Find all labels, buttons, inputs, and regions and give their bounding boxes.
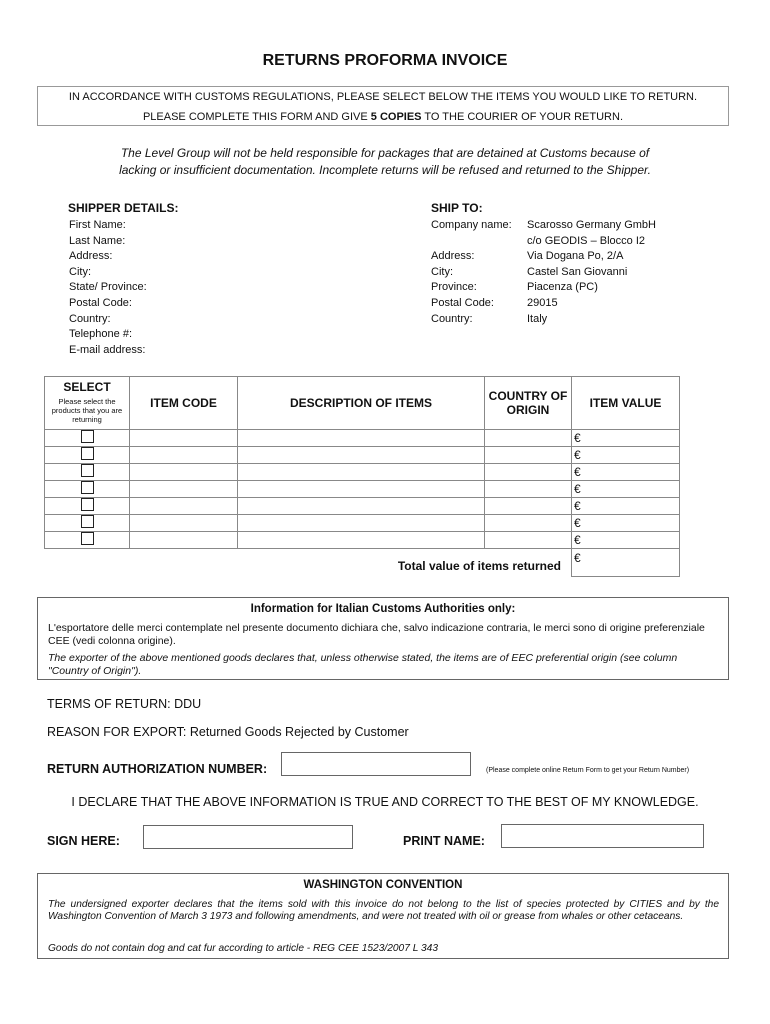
select-checkbox[interactable] [81,498,94,511]
country-header: COUNTRY OF ORIGIN [485,377,572,430]
print-name-field[interactable] [501,824,704,848]
shipper-heading: SHIPPER DETAILS: [68,201,179,215]
disclaimer-line-1: The Level Group will not be held responsible for packages that are detained at Customs because of [120,146,650,160]
ship-to-country: Italy [527,312,548,325]
shipper-telephone[interactable]: Telephone #: [69,328,132,341]
country-cell[interactable] [485,498,572,515]
select-header-hint: Please select the products that you are returning [51,397,123,424]
country-cell[interactable] [485,515,572,532]
select-cell [45,498,130,515]
ship-to-label: Province: [431,281,477,294]
notice-line-1: IN ACCORDANCE WITH CUSTOMS REGULATIONS, PLEASE SELECT BELOW THE ITEMS YOU WOULD LIKE TO RETURN. [68,91,698,103]
country-cell[interactable] [485,447,572,464]
washington-text: The undersigned exporter declares that the items sold with this invoice do not belong to the list of species protected by CITIES and by the Washington Convention of March 3 1973 and following amendments, and were not treated with oil or grease from whales or other cetaceans. [48,899,719,922]
item-code-cell[interactable] [130,515,238,532]
select-checkbox[interactable] [81,430,94,443]
total-label: Total value of items returned [397,558,561,573]
signature-field[interactable] [143,825,353,849]
ship-to-province: Piacenza (PC) [527,281,598,294]
value-cell[interactable] [572,481,680,498]
ship-to-label: Postal Code: [431,296,494,309]
select-checkbox[interactable] [81,447,94,460]
select-cell [45,481,130,498]
ship-to-company: Scarosso Germany GmbH [527,219,656,231]
country-cell[interactable] [485,430,572,447]
ship-to-postal-code: 29015 [527,296,558,309]
ship-to-label: Country: [431,312,473,325]
select-checkbox[interactable] [81,515,94,528]
value-cell[interactable] [572,515,680,532]
value-cell[interactable] [572,532,680,549]
description-cell[interactable] [238,515,485,532]
shipper-state[interactable]: State/ Province: [69,281,147,294]
select-header-label: SELECT [63,380,111,394]
select-cell [45,532,130,549]
italian-customs-box [37,597,729,680]
disclaimer-line-2: lacking or insufficient documentation. Incomplete returns will be refused and returned to the Shipper. [119,163,651,177]
shipper-country[interactable]: Country: [69,312,111,325]
description-cell[interactable] [238,481,485,498]
ship-to-labels [431,218,512,327]
item-code-header: ITEM CODE [130,377,238,430]
currency-symbol: € [574,533,581,547]
table-row [45,532,680,549]
sign-label: SIGN HERE: [47,834,120,848]
table-row [45,430,680,447]
item-code-cell[interactable] [130,498,238,515]
ship-to-label: City: [431,265,453,278]
currency-symbol: € [574,482,581,496]
notice-line-2-post: TO THE COURIER OF YOUR RETURN. [421,111,624,123]
customs-notice [37,86,729,126]
currency-symbol: € [574,516,581,530]
declaration: I DECLARE THAT THE ABOVE INFORMATION IS TRUE AND CORRECT TO THE BEST OF MY KNOWLEDGE. [71,795,699,809]
item-code-cell[interactable] [130,464,238,481]
table-row [45,498,680,515]
value-cell[interactable] [572,447,680,464]
italian-customs-heading: Information for Italian Customs Authorities only: [250,603,516,615]
page-title: RETURNS PROFORMA INVOICE [262,52,508,69]
shipper-address[interactable]: Address: [69,250,113,263]
country-cell[interactable] [485,464,572,481]
select-cell [45,447,130,464]
item-code-cell[interactable] [130,447,238,464]
disclaimer [60,145,710,179]
description-cell[interactable] [238,532,485,549]
notice-line-2-pre: PLEASE COMPLETE THIS FORM AND GIVE [142,111,371,123]
rma-input[interactable] [281,752,471,776]
item-code-cell[interactable] [130,481,238,498]
italian-customs-english: The exporter of the above mentioned goods declares that, unless otherwise stated, the items are of EEC preferential origin (see column "Country of Origin"). [48,652,678,677]
currency-symbol: € [574,499,581,513]
value-header: ITEM VALUE [572,377,680,430]
country-cell[interactable] [485,481,572,498]
ship-to-care-of: c/o GEODIS – Blocco I2 [527,234,645,247]
rma-note: (Please complete online Return Form to get your Return Number) [486,767,690,774]
items-table [44,376,680,577]
select-cell [45,464,130,481]
ship-to-city: Castel San Giovanni [527,265,628,278]
currency-symbol: € [574,465,581,479]
washington-convention-box [37,873,729,959]
notice-line-2 [38,111,728,123]
ship-to-label: Address: [431,250,475,263]
select-cell [45,515,130,532]
table-header-row [45,377,680,430]
select-header [45,377,130,430]
description-cell[interactable] [238,464,485,481]
ship-to-values [527,218,656,327]
total-value-cell[interactable] [572,549,680,577]
shipper-postal-code[interactable]: Postal Code: [69,296,132,309]
fur-statement: Goods do not contain dog and cat fur according to article - REG CEE 1523/2007 L 343 [48,943,439,954]
value-cell[interactable] [572,498,680,515]
shipper-email[interactable]: E-mail address: [69,343,146,356]
ship-to-label [431,234,512,250]
terms-of-return: TERMS OF RETURN: DDU [47,697,202,711]
italian-customs-italian: L'esportatore delle merci contemplate nel presente documento dichiara che, salvo indicazione contraria, le merci sono di origine preferenziale CEE (vedi colonna origine). [48,622,705,647]
description-header: DESCRIPTION OF ITEMS [238,377,485,430]
table-row [45,464,680,481]
item-code-cell[interactable] [130,532,238,549]
value-cell[interactable] [572,464,680,481]
ship-to-heading: SHIP TO: [431,201,483,215]
table-row [45,481,680,498]
description-cell[interactable] [238,447,485,464]
notice-copies: 5 COPIES [370,111,422,123]
table-row [45,447,680,464]
item-code-cell[interactable] [130,430,238,447]
select-cell [45,430,130,447]
shipper-city[interactable]: City: [69,265,91,278]
select-checkbox[interactable] [81,481,94,494]
description-cell[interactable] [238,498,485,515]
currency-symbol: € [574,431,581,445]
total-row [45,549,680,577]
country-cell[interactable] [485,532,572,549]
select-checkbox[interactable] [81,464,94,477]
description-cell[interactable] [238,430,485,447]
ship-to-label: Company name: [431,219,512,231]
total-currency: € [574,551,581,565]
select-checkbox[interactable] [81,532,94,545]
table-row [45,515,680,532]
washington-heading: WASHINGTON CONVENTION [303,879,463,891]
shipper-last-name[interactable]: Last Name: [69,234,126,247]
value-cell[interactable] [572,430,680,447]
shipper-first-name[interactable]: First Name: [69,219,126,231]
shipper-fields [69,218,147,358]
currency-symbol: € [574,448,581,462]
ship-to-address: Via Dogana Po, 2/A [527,250,624,263]
rma-label: RETURN AUTHORIZATION NUMBER: [47,762,268,776]
reason-for-export: REASON FOR EXPORT: Returned Goods Rejected by Customer [47,725,409,739]
print-name-label: PRINT NAME: [403,834,485,848]
